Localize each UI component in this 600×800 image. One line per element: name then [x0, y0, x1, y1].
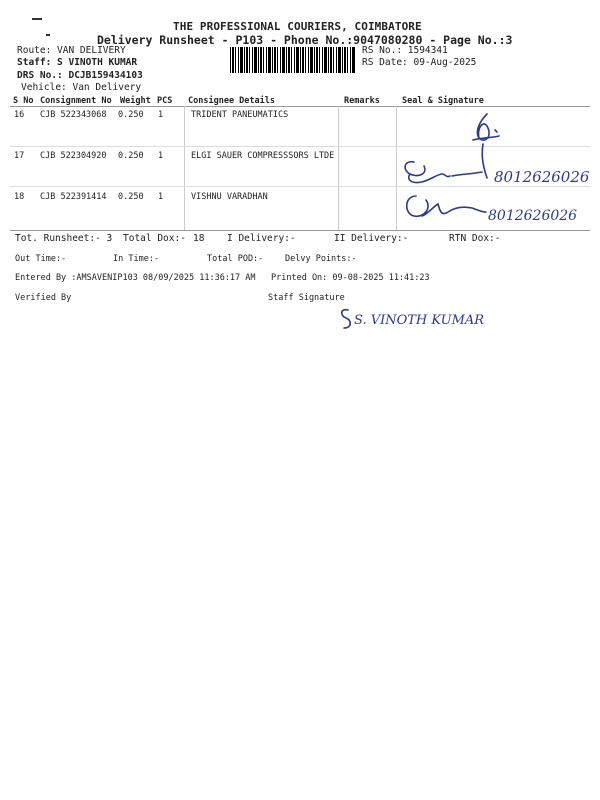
- staff-signature-label: Staff Signature: [268, 293, 345, 303]
- row17-phone: 8012626026: [494, 168, 590, 186]
- col-consignee: Consignee Details: [188, 96, 275, 106]
- col-seal: Seal & Signature: [402, 96, 484, 106]
- table-bottom: [10, 230, 590, 231]
- col-pcs: PCS: [157, 96, 173, 106]
- row-sno: 17: [14, 151, 25, 161]
- row-consignee: VISHNU VARADHAN: [191, 192, 268, 202]
- tot-runsheet: Tot. Runsheet:- 3: [15, 233, 113, 244]
- row-pcs: 1: [158, 151, 164, 161]
- drs-label: DRS No.: DCJB159434103: [17, 70, 143, 81]
- stray-mark-2: [46, 34, 50, 36]
- stray-mark: [32, 18, 42, 20]
- header-divider: [10, 106, 590, 107]
- col-weight: Weight: [120, 96, 151, 106]
- col-consignment: Consignment No: [40, 96, 112, 106]
- row-sno: 18: [14, 192, 25, 202]
- row18-phone: 8012626026: [488, 208, 578, 224]
- row-consignee: TRIDENT PANEUMATICS: [191, 110, 289, 120]
- staff-label: Staff: S VINOTH KUMAR: [17, 57, 138, 68]
- total-dox-value: 18: [193, 233, 205, 244]
- row-consignment: CJB 522343068: [40, 110, 107, 120]
- entered-by: Entered By :AMSAVENIP103 08/09/2025 11:36:17 AM: [15, 273, 256, 283]
- company-name: THE PROFESSIONAL COURIERS, COIMBATORE: [173, 20, 422, 33]
- verified-by: Verified By: [15, 293, 72, 303]
- row-consignment: CJB 522391414: [40, 192, 107, 202]
- row-consignment: CJB 522304920: [40, 151, 107, 161]
- delvy-points: Delvy Points:-: [285, 254, 357, 264]
- rs-date: RS Date: 09-Aug-2025: [362, 57, 477, 68]
- route-label: Route: VAN DELIVERY: [17, 45, 126, 56]
- row-pcs: 1: [158, 110, 164, 120]
- ii-delivery: II Delivery:-: [334, 233, 409, 244]
- row17-signature: [400, 152, 590, 192]
- rtn-dox: RTN Dox:-: [449, 233, 501, 244]
- i-delivery: I Delivery:-: [227, 233, 296, 244]
- row-consignee: ELGI SAUER COMPRESSSORS LTDE: [191, 151, 335, 161]
- col-divider: [184, 106, 185, 230]
- row-weight: 0.250: [118, 110, 144, 120]
- runsheet-title: Delivery Runsheet - P103 - Phone No.:9047080280 - Page No.:3: [97, 33, 513, 47]
- col-divider: [396, 106, 397, 230]
- barcode: [230, 47, 356, 73]
- col-sno: S No: [13, 96, 34, 106]
- row-sno: 16: [14, 110, 25, 120]
- vehicle-label: Vehicle: Van Delivery: [21, 82, 142, 93]
- col-remarks: Remarks: [344, 96, 380, 106]
- row18-signature: [402, 190, 582, 230]
- printed-on: Printed On: 09-08-2025 11:41:23: [271, 273, 430, 283]
- staff-signature: [338, 302, 498, 334]
- staff-signature-text: S. VINOTH KUMAR: [354, 313, 485, 328]
- rs-number: RS No.: 1594341: [362, 45, 448, 56]
- in-time: In Time:-: [113, 254, 160, 264]
- row-weight: 0.250: [118, 192, 144, 202]
- total-dox: Total Dox:-: [123, 233, 186, 244]
- row-pcs: 1: [158, 192, 164, 202]
- row-weight: 0.250: [118, 151, 144, 161]
- col-divider: [338, 106, 339, 230]
- total-pod: Total POD:-: [207, 254, 264, 264]
- out-time: Out Time:-: [15, 254, 67, 264]
